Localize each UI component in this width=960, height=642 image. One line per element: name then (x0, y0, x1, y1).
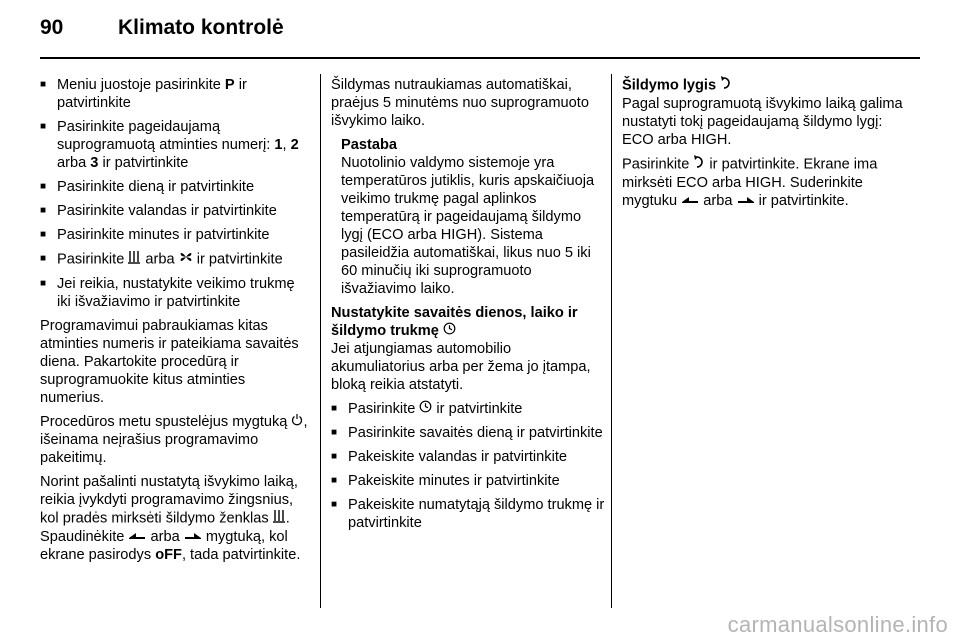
steps-list-1 (40, 76, 312, 311)
list-item: ■ Pasirinkite ir patvirtinkite (331, 400, 607, 418)
list-item: ■ Pakeiskite valandas ir patvirtinkite (331, 448, 607, 466)
curved-arrow-icon (720, 76, 732, 95)
note-box (331, 136, 607, 298)
note-body: Nuotolinio valdymo sistemoje yra temperatūros jutiklis, kuris apskaičiuoja veikimo trukmę pagal aplinkos temperatūrą ir pageidaujamą šildymo lygį (ECO arba HIGH). Sistema pasileidžia automatiškai, likus nuo 5 iki 60 minučių iki suprogramuoto išvažiavimo laiko. (341, 155, 595, 297)
column-2 (331, 76, 607, 538)
list-item: ■ Pasirinkite pageidaujamą suprogramuotą atminties numerį: 1, 2 arba 3 ir patvirtinkite (40, 118, 312, 172)
page-number: 90 (40, 16, 64, 39)
section-heading: Šildymo lygis (622, 76, 907, 95)
list-item: ■ Pasirinkite dieną ir patvirtinkite (40, 178, 312, 196)
heating-seat-icon (273, 509, 286, 528)
arrow-right-icon (184, 528, 202, 546)
heating-seat-icon (128, 250, 141, 269)
paragraph: Jei atjungiamas automobilio akumuliatorius arba per žema jo įtampa, bloką reikia atstatyti. (331, 341, 591, 394)
note-title: Pastaba (341, 137, 397, 153)
page-title: Klimato kontrolė (118, 16, 284, 39)
column-divider-2 (611, 74, 612, 608)
watermark: carmanualsonline.info (727, 612, 948, 637)
list-item: ■ Pasirinkite valandas ir patvirtinkite (40, 202, 312, 220)
column-1 (40, 76, 312, 570)
header-rule (40, 57, 920, 59)
list-item: ■ Meniu juostoje pasirinkite P ir patvirtinkite (40, 76, 312, 112)
list-item: ■ Pakeiskite numatytąją šildymo trukmę ir patvirtinkite (331, 496, 607, 532)
list-item: ■ Jei reikia, nustatykite veikimo trukmę iki išvažiavimo ir patvirtinkite (40, 275, 312, 311)
column-3 (622, 76, 907, 216)
curved-arrow-icon (693, 155, 705, 174)
paragraph: Pasirinkite ir patvirtinkite. Ekrane ima mirksėti ECO arba HIGH. Suderinkite mygtuku arba ir patvirtinkite. (622, 156, 878, 209)
arrow-right-icon (737, 192, 755, 210)
arrow-left-icon (681, 192, 699, 210)
clock-icon (419, 400, 432, 418)
column-divider-1 (320, 74, 321, 608)
page-header (40, 16, 920, 52)
arrow-left-icon (128, 528, 146, 546)
paragraph: Norint pašalinti nustatytą išvykimo laiką, reikia įvykdyti programavimo žingsnius, kol pradės mirksėti šildymo ženklas . Spaudinėkite arba mygtuką, kol ekrane pasirodys oFF, tada patvirtinkite. (40, 474, 301, 564)
list-item: ■ Pakeiskite minutes ir patvirtinkite (331, 472, 607, 490)
power-button-icon (291, 413, 303, 431)
section-heading: Nustatykite savaitės dienos, laiko ir šildymo trukmę (331, 305, 578, 339)
paragraph: Šildymas nutraukiamas automatiškai, praėjus 5 minutėms nuo suprogramuoto išvykimo laiko. (331, 77, 589, 129)
list-item: ■ Pasirinkite arba ir patvirtinkite (40, 250, 312, 269)
steps-list-2 (331, 400, 607, 532)
clock-icon (443, 322, 456, 340)
paragraph: Programavimui pabraukiamas kitas atminties numeris ir pateikiama savaitės diena. Pakartokite procedūrą ir suprogramuokite kitus atminties numerius. (40, 318, 299, 406)
ventilation-fan-icon (179, 250, 193, 269)
paragraph: Pagal suprogramuotą išvykimo laiką galima nustatyti tokį pageidaujamą šildymo lygį: ECO arba HIGH. (622, 96, 903, 148)
paragraph: Procedūros metu spustelėjus mygtuką , išeinama neįrašius programavimo pakeitimų. (40, 414, 308, 467)
list-item: ■ Pasirinkite minutes ir patvirtinkite (40, 226, 312, 244)
list-item: ■ Pasirinkite savaitės dieną ir patvirtinkite (331, 424, 607, 442)
